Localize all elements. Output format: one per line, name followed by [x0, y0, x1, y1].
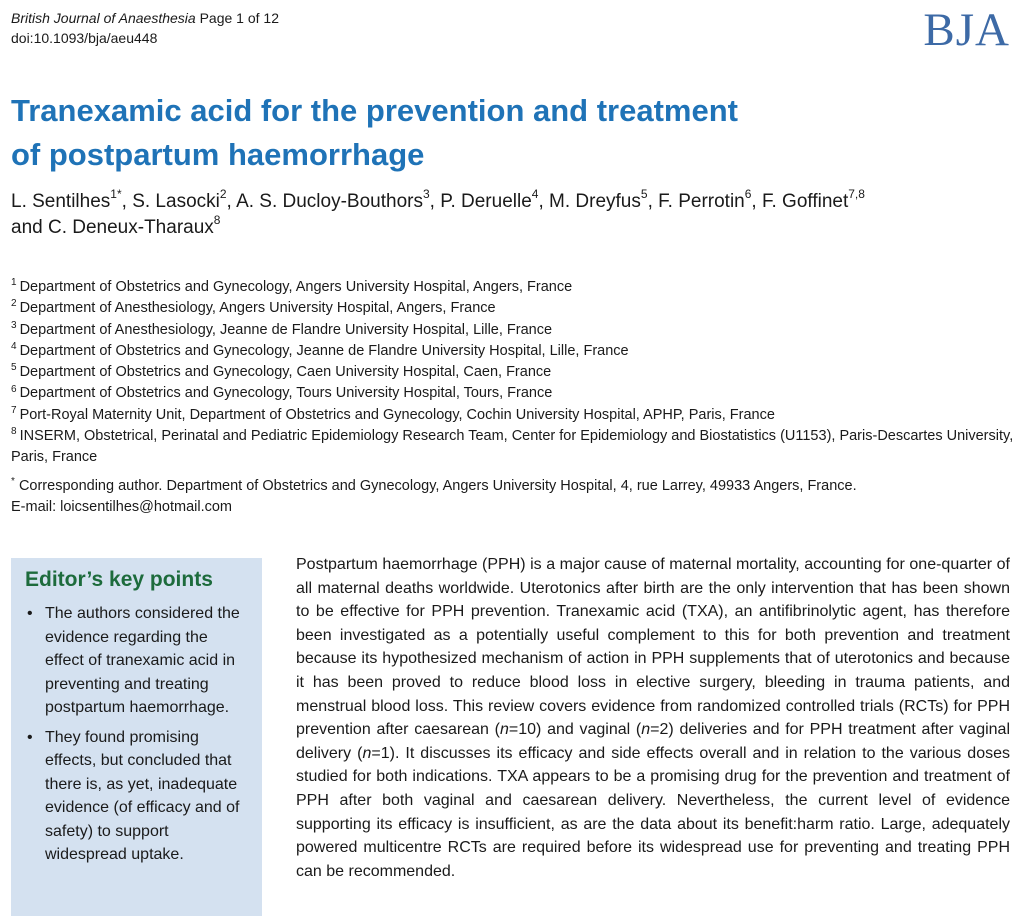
title-line-1: Tranexamic acid for the prevention and treatment — [11, 93, 738, 128]
author-affiliation-mark: 8 — [213, 212, 221, 227]
author: F. Perrotin — [658, 191, 745, 212]
author: L. Sentilhes — [11, 191, 111, 212]
author: M. Dreyfus — [549, 191, 641, 212]
article-title — [11, 89, 911, 177]
author-list: L. Sentilhes$^{1*}$, S. Lasocki$^2$, A. S. Ducloy-Bouthors$^3$, P. Deruelle$^4$, M. Dreyfus$^5$, F. Perrotin$^6$, F. Goffinet$^{7,8}$ and C. Deneux-Tharaux$^8$ — [11, 186, 865, 238]
doi: doi:10.1093/bja/aeu448 — [11, 30, 158, 46]
title-line-2: of postpartum haemorrhage — [11, 137, 425, 172]
author-affiliation-mark: 2 — [219, 186, 227, 201]
bullet-icon: • — [27, 605, 33, 622]
affiliation-item: $^8$ INSERM, Obstetrical, Perinatal and Pediatric Epidemiology Research Team, Center for Epidemiology and Biostatistics (U1153), Paris-Descartes University, Paris, France — [11, 426, 1014, 466]
author-affiliation-mark: 7,8 — [848, 186, 865, 201]
affiliation-item: $^5$ Department of Obstetrics and Gynecology, Caen University Hospital, Caen, France — [11, 362, 552, 381]
author: S. Lasocki — [132, 191, 220, 212]
corresponding-author: * Corresponding author. Department of Obstetrics and Gynecology, Angers University Hospital, 4, rue Larrey, 49933 Angers, France. E-mail: loicsentilhes@hotmail.com — [11, 475, 857, 515]
author-affiliation-mark: 5 — [640, 186, 648, 201]
affiliations — [11, 277, 1016, 518]
bullet-icon: • — [27, 728, 33, 746]
affiliation-item: $^1$ Department of Obstetrics and Gynecology, Angers University Hospital, Angers, France — [11, 277, 573, 295]
key-point-item: • They found promising effects, but concluded that there is, as yet, inadequate evidence (of efficacy and of safety) to support widespread uptake. — [25, 726, 248, 867]
bja-logo: BJA — [923, 4, 1010, 56]
author: C. Deneux-Tharaux — [47, 217, 214, 238]
abstract-text: Postpartum haemorrhage (PPH) is a major cause of maternal mortality, accounting for one-quarter of all maternal deaths worldwide. Uterotonics after birth are the only intervention that has been shown to be effective for PPH prevention. Tranexamic acid (TXA), an antifibrinolytic agent, has therefore been investigated as a potentially useful complement to this for both prevention and treatment because its hypothesized mechanism of action in PPH supplements that of uterotonics and because it has been proved to reduce blood loss in elective surgery, bleeding in trauma patients, and menstrual blood loss. This review covers evidence from randomized controlled trials (RCTs) for PPH prevention after caesarean (n=10) and vaginal (n=2) deliveries and for PPH treatment after vaginal delivery (n=1). It discusses its efficacy and side effects overall and in relation to the various doses studied for both indications. TXA appears to be a promising drug for the prevention and treatment of PPH after both vaginal and caesarean delivery. Nevertheless, the current level of evidence supporting its efficacy is insufficient, as are the data about its benefit:harm ratio. Large, adequately powered multicentre RCTs are required before its widespread use for preventing and treating PPH can be recommended. — [296, 556, 1011, 880]
affiliation-item: $^2$ Department of Anesthesiology, Angers University Hospital, Angers, France — [11, 298, 496, 317]
page-number: Page 1 of 12 — [199, 10, 279, 26]
key-points-heading: Editor’s key points — [25, 568, 213, 591]
author: A. S. Ducloy-Bouthors — [236, 191, 423, 212]
journal-name: British Journal of Anaesthesia — [11, 10, 196, 26]
affiliation-item: $^3$ Department of Anesthesiology, Jeanne de Flandre University Hospital, Lille, France — [11, 319, 553, 338]
affiliation-item: $^6$ Department of Obstetrics and Gynecology, Tours University Hospital, Tours, France — [11, 383, 553, 402]
author-affiliation-mark: 4 — [531, 186, 539, 201]
key-point-item: • The authors considered the evidence regarding the effect of tranexamic acid in preventing and treating postpartum haemorrhage. — [25, 602, 248, 720]
author-affiliation-mark: 6 — [744, 186, 752, 201]
author-affiliation-mark: 1* — [110, 186, 122, 201]
author: F. Goffinet — [761, 191, 849, 212]
author-affiliation-mark: 3 — [422, 186, 430, 201]
affiliation-item: $^4$ Department of Obstetrics and Gynecology, Jeanne de Flandre University Hospital, Lille, France — [11, 341, 629, 359]
journal-line — [11, 8, 279, 28]
running-header — [11, 8, 279, 48]
editors-key-points-box — [11, 558, 262, 916]
key-points-list — [25, 602, 248, 867]
corresponding-email: E-mail: loicsentilhes@hotmail.com — [11, 498, 233, 515]
affiliation-item: $^7$ Port-Royal Maternity Unit, Department of Obstetrics and Gynecology, Cochin University Hospital, APHP, Paris, France — [11, 404, 775, 423]
author: P. Deruelle — [440, 191, 532, 212]
